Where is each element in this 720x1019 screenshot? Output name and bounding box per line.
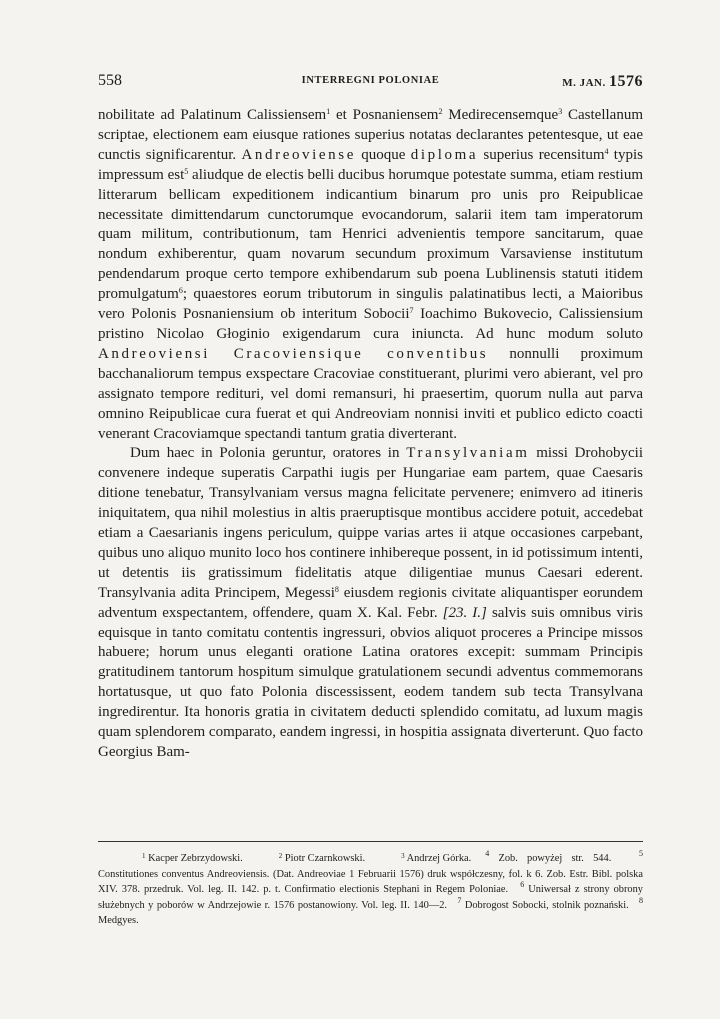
text-run: eiusdem regionis civitate aliquantisper eorundem adventum exspectantem, offendere, quam X. Kal. Febr. <box>98 584 643 621</box>
running-date-year: 1576 <box>609 73 643 90</box>
footnote-number: 7 <box>457 895 462 905</box>
footnote-ref: 1 <box>326 107 331 116</box>
page-header <box>98 72 643 94</box>
text-run: missi Drohobycii convenere indeque superatis Carpathi iugis per Hungariae eam partem, quae Caesaris ditione tenebatur, Transylvaniam versus magna felicitate pervenere; enimvero ad itineris iniquitatem, qua nihil molestius in altis praeruptisque montibus accidere potuit, accedebat etiam a Caesarianis ingens periculum, quippe varias artes ii atque occasiones carpebant, quibus uno aliquo munito loco hos continere inhibereque possent, in id potissimum intenti, ut detentis iis gratissimum fidelitatis atque diligentiae munus Caesari ederent. Transylvania adita Principem, Megessi <box>98 445 643 601</box>
text-run: quoque <box>355 146 411 163</box>
footnote-ref: 6 <box>178 286 183 296</box>
date-annotation: [23. I.] <box>442 604 487 621</box>
footnote-number: 8 <box>639 895 644 905</box>
text-run: Medirecensemque <box>442 107 559 123</box>
footnote-2 <box>257 851 365 867</box>
footnote-block <box>98 851 643 929</box>
footnote-ref: 2 <box>438 107 443 116</box>
footnote-text: Dobrogost Sobocki, stolnik poznański. <box>461 899 629 911</box>
text-run: Castellanum scriptae, electionem eam eiusque rationes superius notatas declarantes petentesque, ut eae cunctis significarentur. <box>98 107 643 163</box>
footnote-number: 5 <box>639 849 643 858</box>
text-run: nonnulli proximum bacchanaliorum tempus exspectare Cracoviae constituerant, plurimi vero abierant, vel pro assignato tempore redituri, vel domi remansuri, hi praesertim, quorum nulla aut parva omnino Reipublicae cura fuerat et qui Andreoviam nonnisi inviti et publico edicto coacti venerant Cracoviamque spectandi tantum gratia diverterant. <box>98 345 643 442</box>
spaced-emphasis: diploma <box>410 146 479 163</box>
text-run: Dum haec in Polonia geruntur, oratores in <box>130 445 407 462</box>
footnote-number: 3 <box>401 852 405 860</box>
footnotes <box>98 851 643 929</box>
footnote-text: Uniwersał z strony obrony służebnych y poborów w Andrzejowie r. 1576 postanowiony. Vol. leg. II. 140—2. <box>98 884 644 911</box>
footnote-text: Constitutiones conventus Andreoviensis. (Dat. Andreoviae 1 Februarii 1576) druk współczesny, fol. k 6. Zob. Estr. Bibl. polska XIV. 378. przedruk. Vol. leg. II. 142. p. t. Confirmatio electionis Stephani in Regem Poloniae. <box>98 868 643 895</box>
text-run: salvis suis omnibus viris equisque in tanto comitatu contentis ingressuri, obvios aliquot proceres a Principe missos habuere; horum unus eleganti oratione Latina oratores excepit: summam Principis gratitudinem tantorum hospitum simulque gratulationem secundi adventus commemorans hortatusque, ut quo fato Polonia discessissent, eodem tandem sub tecta Transylvana ingredirentur. Ita honoris gratia in civitatem deducti splendido comitatu, ad luxum magis quam splendorem comparato, eandem ingressi, in hospitia assignata diverterunt. Quo facto Georgius Bam- <box>98 604 643 760</box>
footnote-3 <box>379 851 471 867</box>
spaced-emphasis: Andreoviensi Cracoviensique conventibus <box>98 345 489 362</box>
text-run: superius recensitum <box>478 146 605 163</box>
running-date-month: M. JAN. <box>562 77 609 89</box>
footnote-4 <box>485 849 612 864</box>
footnote-7 <box>457 895 629 911</box>
footnote-ref: 5 <box>184 166 189 176</box>
footnote-text: Medgyes. <box>98 915 139 926</box>
footnote-text: Kacper Zebrzydowski. <box>145 853 243 864</box>
footnote-text: Zob. powyżej str. 544. <box>489 853 612 864</box>
main-text <box>98 106 643 763</box>
text-run: et Posnaniensem <box>330 107 439 123</box>
footnote-1 <box>120 851 243 867</box>
footnote-number: 6 <box>520 880 525 889</box>
text-run: typis impressum est <box>98 146 643 183</box>
text-run: Ioachimo Bukovecio, Calissiensium pristino Nicolao Głoginio exigendarum cura iniuncta. Ad hunc modum soluto <box>98 306 644 342</box>
footnote-text: Piotr Czarnkowski. <box>282 853 366 864</box>
page-number: 558 <box>98 72 122 89</box>
footnote-text: Andrzej Górka. <box>404 853 472 864</box>
spaced-emphasis: Andreoviense <box>241 146 356 163</box>
footnote-ref: 4 <box>604 146 609 156</box>
footnote-number: 4 <box>485 849 490 858</box>
text-run: ; quaestores eorum tributorum in singulis palatinatibus lecti, a Maioribus vero Polonis Posnaniensium ob interitum Sobocii <box>98 286 643 323</box>
footnote-ref: 8 <box>334 584 339 594</box>
running-date <box>562 73 643 91</box>
footnote-ref: 3 <box>558 107 563 116</box>
footnote-ref: 7 <box>409 306 414 316</box>
paragraph-1 <box>98 106 643 444</box>
footnote-number: 1 <box>142 852 146 860</box>
footnote-divider <box>98 841 643 842</box>
text-run: aliudque de electis belli ducibus horumque potestate summa, etiam restium litterarum bellicam expeditionem indicantium binarum pro unis pro Reipublicae necessitate dimittendarum cunctorumque evocandorum, salarii item tam imperatorum quam militum, contributionum, tam Henrici advenientis tempore sancitarum, quae nondum exhiberentur, quam novarum secundum proximum Varsaviense institutum pendendarum proque certo tempore exhibendarum sub poena Lublinensis statuti itidem promulgatum <box>98 166 644 303</box>
footnote-number: 2 <box>278 852 283 860</box>
running-title: INTERREGNI POLONIAE <box>301 75 440 86</box>
paragraph-2 <box>98 444 643 763</box>
text-run: nobilitate ad Palatinum Calissiensem <box>98 107 327 123</box>
spaced-emphasis: Transylvaniam <box>406 445 530 462</box>
